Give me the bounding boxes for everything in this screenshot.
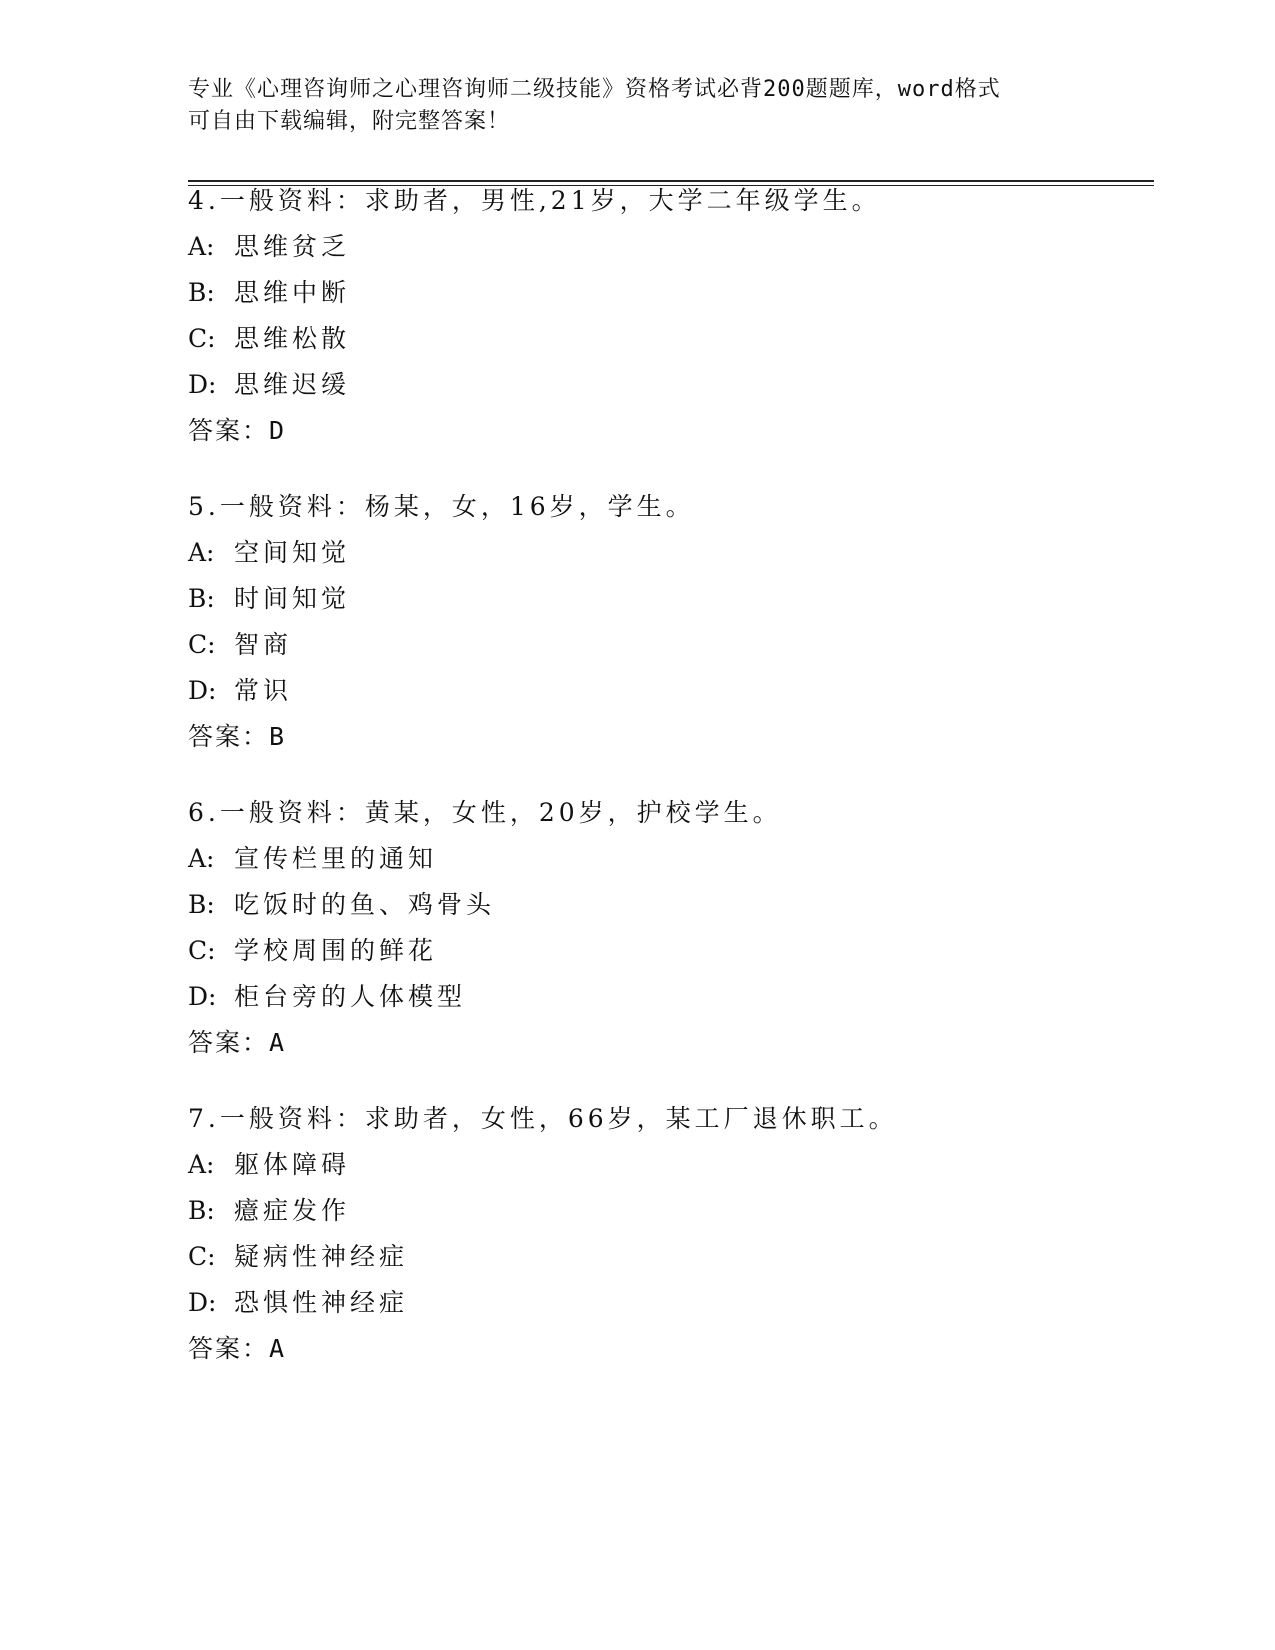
option-text: 空间知觉 — [234, 538, 351, 567]
option-key: D: — [188, 676, 217, 705]
option-c — [188, 1234, 1148, 1280]
option-text: 宣传栏里的通知 — [234, 844, 438, 873]
option-text: 吃饭时的鱼、鸡骨头 — [234, 890, 496, 919]
option-c — [188, 622, 1148, 668]
question-block — [188, 1096, 1148, 1372]
option-d — [188, 362, 1148, 408]
answer-label: 答案： — [188, 722, 270, 751]
answer-value: B — [269, 722, 287, 751]
answer-line — [188, 714, 1148, 760]
option-text: 思维贫乏 — [234, 232, 351, 261]
option-text: 学校周围的鲜花 — [234, 936, 438, 965]
option-key: C: — [188, 936, 216, 965]
option-a — [188, 836, 1148, 882]
question-block — [188, 790, 1148, 1066]
question-block — [188, 484, 1148, 760]
option-key: B: — [188, 584, 215, 613]
answer-label: 答案： — [188, 1028, 270, 1057]
answer-line — [188, 408, 1148, 454]
option-key: C: — [188, 324, 216, 353]
option-key: B: — [188, 278, 215, 307]
option-a — [188, 1142, 1148, 1188]
option-text: 思维中断 — [234, 278, 351, 307]
option-b — [188, 270, 1148, 316]
question-stem: 4.一般资料：求助者，男性,21岁，大学二年级学生。 — [188, 186, 881, 215]
option-text: 躯体障碍 — [234, 1150, 351, 1179]
option-key: D: — [188, 982, 217, 1011]
option-text: 思维松散 — [234, 324, 351, 353]
option-text: 恐惧性神经症 — [234, 1288, 409, 1317]
option-b — [188, 1188, 1148, 1234]
option-key: D: — [188, 1288, 217, 1317]
option-a — [188, 530, 1148, 576]
option-text: 疑病性神经症 — [234, 1242, 409, 1271]
answer-line — [188, 1020, 1148, 1066]
question-stem: 5.一般资料：杨某，女，16岁，学生。 — [188, 492, 695, 521]
answer-line — [188, 1326, 1148, 1372]
answer-value: A — [269, 1334, 287, 1363]
answer-label: 答案： — [188, 1334, 270, 1363]
question-stem: 6.一般资料：黄某，女性，20岁，护校学生。 — [188, 798, 782, 827]
answer-value: D — [269, 416, 287, 445]
option-d — [188, 1280, 1148, 1326]
option-d — [188, 668, 1148, 714]
option-key: A: — [188, 1150, 215, 1179]
option-text: 柜台旁的人体模型 — [234, 982, 467, 1011]
question-block — [188, 178, 1148, 454]
header-title-line-2: 可自由下载编辑，附完整答案！ — [188, 109, 511, 134]
question-stem: 7.一般资料：求助者，女性，66岁，某工厂退休职工。 — [188, 1104, 898, 1133]
option-key: C: — [188, 630, 216, 659]
answer-label: 答案： — [188, 416, 270, 445]
answer-value: A — [269, 1028, 287, 1057]
document-header — [188, 74, 1088, 138]
option-d — [188, 974, 1148, 1020]
option-key: A: — [188, 844, 215, 873]
option-key: D: — [188, 370, 217, 399]
option-text: 常识 — [234, 676, 293, 705]
option-text: 癔症发作 — [234, 1196, 351, 1225]
option-key: B: — [188, 1196, 215, 1225]
option-b — [188, 576, 1148, 622]
option-text: 时间知觉 — [234, 584, 351, 613]
option-a — [188, 224, 1148, 270]
header-title-line-1: 专业《心理咨询师之心理咨询师二级技能》资格考试必背200题题库，word格式 — [188, 77, 1001, 102]
option-text: 智商 — [234, 630, 293, 659]
option-b — [188, 882, 1148, 928]
option-c — [188, 316, 1148, 362]
option-c — [188, 928, 1148, 974]
option-key: A: — [188, 538, 215, 567]
option-text: 思维迟缓 — [234, 370, 351, 399]
option-key: A: — [188, 232, 215, 261]
option-key: B: — [188, 890, 215, 919]
option-key: C: — [188, 1242, 216, 1271]
